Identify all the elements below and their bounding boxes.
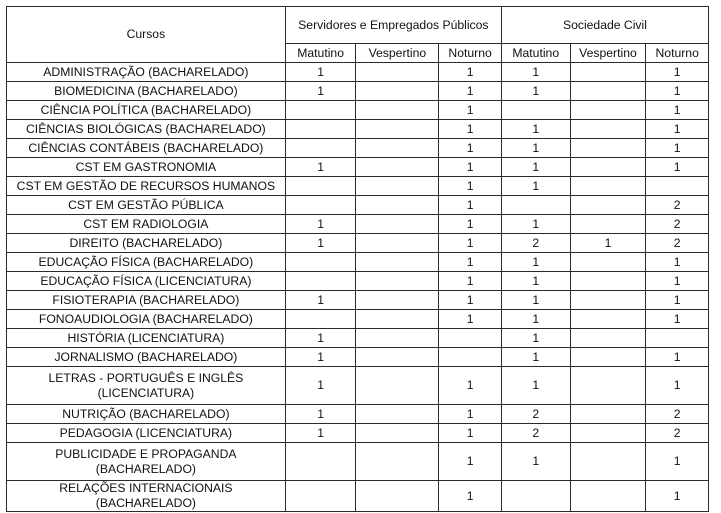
table-row — [7, 253, 709, 272]
course-name-cell: JORNALISMO (BACHARELADO) — [7, 348, 286, 367]
table-row — [7, 234, 709, 253]
vacancy-cell-afternoon-public — [356, 253, 439, 272]
vacancy-cell-afternoon-public — [356, 234, 439, 253]
vacancy-cell-afternoon-civil — [570, 443, 646, 481]
vacancy-cell-afternoon-public — [356, 310, 439, 329]
vacancy-cell-afternoon-public — [356, 177, 439, 196]
vacancy-cell-morning-public — [285, 177, 356, 196]
vacancy-cell-afternoon-civil — [570, 158, 646, 177]
course-name-cell: EDUCAÇÃO FÍSICA (BACHARELADO) — [7, 253, 286, 272]
header-shift-afternoon-civil: Vespertino — [570, 44, 646, 63]
vacancy-cell-morning-civil: 1 — [501, 158, 570, 177]
table-row — [7, 63, 709, 82]
vacancy-cell-night-public: 1 — [439, 215, 502, 234]
vacancy-cell-afternoon-public — [356, 120, 439, 139]
vacancy-cell-morning-public — [285, 120, 356, 139]
vacancy-cell-night-civil: 1 — [646, 348, 709, 367]
vacancy-cell-afternoon-civil — [570, 405, 646, 424]
table-row — [7, 348, 709, 367]
vacancy-cell-night-public: 1 — [439, 367, 502, 405]
vacancy-cell-morning-civil — [501, 481, 570, 512]
table-row — [7, 272, 709, 291]
vacancy-cell-morning-civil: 2 — [501, 234, 570, 253]
vacancy-cell-afternoon-public — [356, 101, 439, 120]
vacancy-cell-morning-public: 1 — [285, 367, 356, 405]
course-name-cell: PEDAGOGIA (LICENCIATURA) — [7, 424, 286, 443]
course-name-cell: FISIOTERAPIA (BACHARELADO) — [7, 291, 286, 310]
vacancy-cell-afternoon-public — [356, 481, 439, 512]
vacancy-cell-afternoon-civil — [570, 101, 646, 120]
vacancy-cell-morning-civil: 1 — [501, 443, 570, 481]
vacancy-cell-morning-public — [285, 196, 356, 215]
course-name-cell: HISTÓRIA (LICENCIATURA) — [7, 329, 286, 348]
vacancy-cell-afternoon-civil — [570, 82, 646, 101]
vacancy-cell-morning-public: 1 — [285, 329, 356, 348]
vacancy-cell-night-civil: 1 — [646, 291, 709, 310]
table-row — [7, 101, 709, 120]
vacancy-cell-afternoon-public — [356, 424, 439, 443]
vacancy-cell-night-public: 1 — [439, 405, 502, 424]
header-shift-morning-public: Matutino — [285, 44, 356, 63]
vacancy-cell-night-civil: 1 — [646, 101, 709, 120]
vacancy-cell-morning-public: 1 — [285, 215, 356, 234]
vacancy-cell-night-civil: 1 — [646, 158, 709, 177]
vacancy-cell-afternoon-civil — [570, 272, 646, 291]
table-row — [7, 443, 709, 481]
course-name-cell: NUTRIÇÃO (BACHARELADO) — [7, 405, 286, 424]
vacancy-cell-morning-civil: 2 — [501, 424, 570, 443]
vacancy-cell-night-civil: 1 — [646, 367, 709, 405]
vacancy-cell-night-civil — [646, 177, 709, 196]
vacancy-cell-afternoon-civil — [570, 291, 646, 310]
table-row — [7, 196, 709, 215]
vacancy-cell-afternoon-public — [356, 443, 439, 481]
vacancy-cell-night-civil: 1 — [646, 481, 709, 512]
vacancy-cell-night-public: 1 — [439, 424, 502, 443]
vacancy-cell-afternoon-civil — [570, 139, 646, 158]
vacancy-cell-morning-public — [285, 139, 356, 158]
vacancy-cell-night-public: 1 — [439, 158, 502, 177]
vacancy-cell-night-civil: 1 — [646, 310, 709, 329]
table-row — [7, 405, 709, 424]
table-row — [7, 158, 709, 177]
vacancy-cell-night-public — [439, 348, 502, 367]
vacancy-cell-night-public: 1 — [439, 82, 502, 101]
vacancy-cell-afternoon-public — [356, 329, 439, 348]
header-shift-morning-civil: Matutino — [501, 44, 570, 63]
vacancy-cell-night-civil: 2 — [646, 405, 709, 424]
vacancy-cell-night-public: 1 — [439, 63, 502, 82]
vacancy-cell-night-civil — [646, 329, 709, 348]
vacancy-cell-afternoon-public — [356, 367, 439, 405]
vacancy-cell-afternoon-public — [356, 63, 439, 82]
table-body — [7, 63, 709, 512]
vacancy-cell-night-civil: 1 — [646, 443, 709, 481]
vacancy-cell-morning-civil: 1 — [501, 329, 570, 348]
vacancy-cell-night-civil: 1 — [646, 82, 709, 101]
vacancy-cell-morning-public: 1 — [285, 63, 356, 82]
header-courses: Cursos — [7, 7, 286, 63]
table-row — [7, 310, 709, 329]
vacancy-cell-morning-public: 1 — [285, 348, 356, 367]
vacancies-table — [6, 6, 709, 512]
vacancy-cell-night-civil: 2 — [646, 424, 709, 443]
vacancy-cell-afternoon-civil — [570, 481, 646, 512]
course-name-cell: EDUCAÇÃO FÍSICA (LICENCIATURA) — [7, 272, 286, 291]
course-name-cell: CST EM RADIOLOGIA — [7, 215, 286, 234]
vacancies-table-container — [6, 6, 709, 512]
vacancy-cell-morning-civil: 2 — [501, 405, 570, 424]
vacancy-cell-afternoon-civil — [570, 196, 646, 215]
table-row — [7, 82, 709, 101]
vacancy-cell-night-public: 1 — [439, 443, 502, 481]
course-name-cell: BIOMEDICINA (BACHARELADO) — [7, 82, 286, 101]
vacancy-cell-afternoon-civil — [570, 424, 646, 443]
vacancy-cell-afternoon-public — [356, 196, 439, 215]
header-shift-afternoon-public: Vespertino — [356, 44, 439, 63]
course-name-cell: CIÊNCIAS BIOLÓGICAS (BACHARELADO) — [7, 120, 286, 139]
vacancy-cell-morning-public — [285, 272, 356, 291]
vacancy-cell-morning-civil: 1 — [501, 139, 570, 158]
vacancy-cell-night-civil: 1 — [646, 139, 709, 158]
vacancy-cell-morning-civil: 1 — [501, 348, 570, 367]
vacancy-cell-morning-public: 1 — [285, 405, 356, 424]
table-row — [7, 177, 709, 196]
course-name-cell: CST EM GASTRONOMIA — [7, 158, 286, 177]
vacancy-cell-afternoon-public — [356, 272, 439, 291]
vacancy-cell-afternoon-civil — [570, 329, 646, 348]
vacancy-cell-morning-civil: 1 — [501, 272, 570, 291]
vacancy-cell-afternoon-public — [356, 291, 439, 310]
course-name-cell: CST EM GESTÃO DE RECURSOS HUMANOS — [7, 177, 286, 196]
vacancy-cell-night-public: 1 — [439, 253, 502, 272]
vacancy-cell-morning-civil — [501, 196, 570, 215]
vacancy-cell-morning-civil: 1 — [501, 367, 570, 405]
vacancy-cell-night-public: 1 — [439, 101, 502, 120]
vacancy-cell-morning-public — [285, 310, 356, 329]
vacancy-cell-morning-civil — [501, 101, 570, 120]
vacancy-cell-night-public — [439, 329, 502, 348]
course-name-cell: DIREITO (BACHARELADO) — [7, 234, 286, 253]
course-name-cell: RELAÇÕES INTERNACIONAIS (BACHARELADO) — [7, 481, 286, 512]
vacancy-cell-afternoon-civil — [570, 63, 646, 82]
vacancy-cell-night-public: 1 — [439, 139, 502, 158]
course-name-cell: FONOAUDIOLOGIA (BACHARELADO) — [7, 310, 286, 329]
vacancy-cell-night-public: 1 — [439, 177, 502, 196]
table-row — [7, 139, 709, 158]
vacancy-cell-morning-public: 1 — [285, 158, 356, 177]
course-name-cell: CIÊNCIAS CONTÁBEIS (BACHARELADO) — [7, 139, 286, 158]
vacancy-cell-morning-public: 1 — [285, 82, 356, 101]
course-name-cell: CST EM GESTÃO PÚBLICA — [7, 196, 286, 215]
course-name-cell: ADMINISTRAÇÃO (BACHARELADO) — [7, 63, 286, 82]
vacancy-cell-morning-civil: 1 — [501, 177, 570, 196]
course-name-cell: CIÊNCIA POLÍTICA (BACHARELADO) — [7, 101, 286, 120]
vacancy-cell-afternoon-civil — [570, 120, 646, 139]
vacancy-cell-afternoon-civil — [570, 348, 646, 367]
vacancy-cell-morning-public — [285, 481, 356, 512]
vacancy-cell-morning-public: 1 — [285, 424, 356, 443]
vacancy-cell-night-public: 1 — [439, 234, 502, 253]
vacancy-cell-night-public: 1 — [439, 120, 502, 139]
header-group-public-servants: Servidores e Empregados Públicos — [285, 7, 501, 44]
vacancy-cell-afternoon-public — [356, 139, 439, 158]
vacancy-cell-morning-public: 1 — [285, 234, 356, 253]
table-row — [7, 215, 709, 234]
table-row — [7, 120, 709, 139]
vacancy-cell-morning-public: 1 — [285, 291, 356, 310]
vacancy-cell-afternoon-public — [356, 215, 439, 234]
table-row — [7, 367, 709, 405]
vacancy-cell-morning-civil: 1 — [501, 63, 570, 82]
vacancy-cell-night-public: 1 — [439, 481, 502, 512]
vacancy-cell-night-public: 1 — [439, 291, 502, 310]
vacancy-cell-night-civil: 1 — [646, 253, 709, 272]
vacancy-cell-afternoon-civil — [570, 367, 646, 405]
vacancy-cell-night-civil: 1 — [646, 120, 709, 139]
vacancy-cell-night-public: 1 — [439, 196, 502, 215]
vacancy-cell-afternoon-public — [356, 348, 439, 367]
vacancy-cell-night-civil: 2 — [646, 215, 709, 234]
vacancy-cell-morning-civil: 1 — [501, 310, 570, 329]
header-group-civil-society: Sociedade Civil — [501, 7, 708, 44]
vacancy-cell-afternoon-public — [356, 158, 439, 177]
header-shift-night-civil: Noturno — [646, 44, 709, 63]
vacancy-cell-night-civil: 2 — [646, 234, 709, 253]
vacancy-cell-afternoon-public — [356, 405, 439, 424]
vacancy-cell-afternoon-public — [356, 82, 439, 101]
vacancy-cell-afternoon-civil — [570, 253, 646, 272]
vacancy-cell-morning-public — [285, 101, 356, 120]
course-name-cell: PUBLICIDADE E PROPAGANDA (BACHARELADO) — [7, 443, 286, 481]
vacancy-cell-afternoon-civil — [570, 215, 646, 234]
vacancy-cell-morning-civil: 1 — [501, 291, 570, 310]
course-name-cell: LETRAS - PORTUGUÊS E INGLÊS (LICENCIATURA) — [7, 367, 286, 405]
vacancy-cell-night-public: 1 — [439, 310, 502, 329]
header-row-groups — [7, 7, 709, 44]
vacancy-cell-morning-civil: 1 — [501, 253, 570, 272]
vacancy-cell-morning-civil: 1 — [501, 120, 570, 139]
vacancy-cell-afternoon-civil — [570, 310, 646, 329]
vacancy-cell-afternoon-civil: 1 — [570, 234, 646, 253]
table-row — [7, 424, 709, 443]
vacancy-cell-morning-civil: 1 — [501, 82, 570, 101]
vacancy-cell-morning-public — [285, 253, 356, 272]
vacancy-cell-afternoon-civil — [570, 177, 646, 196]
vacancy-cell-night-civil: 1 — [646, 63, 709, 82]
vacancy-cell-morning-public — [285, 443, 356, 481]
vacancy-cell-night-civil: 1 — [646, 272, 709, 291]
vacancy-cell-night-public: 1 — [439, 272, 502, 291]
header-shift-night-public: Noturno — [439, 44, 502, 63]
vacancy-cell-morning-civil: 1 — [501, 215, 570, 234]
table-row — [7, 481, 709, 512]
vacancy-cell-night-civil: 2 — [646, 196, 709, 215]
table-row — [7, 329, 709, 348]
table-row — [7, 291, 709, 310]
